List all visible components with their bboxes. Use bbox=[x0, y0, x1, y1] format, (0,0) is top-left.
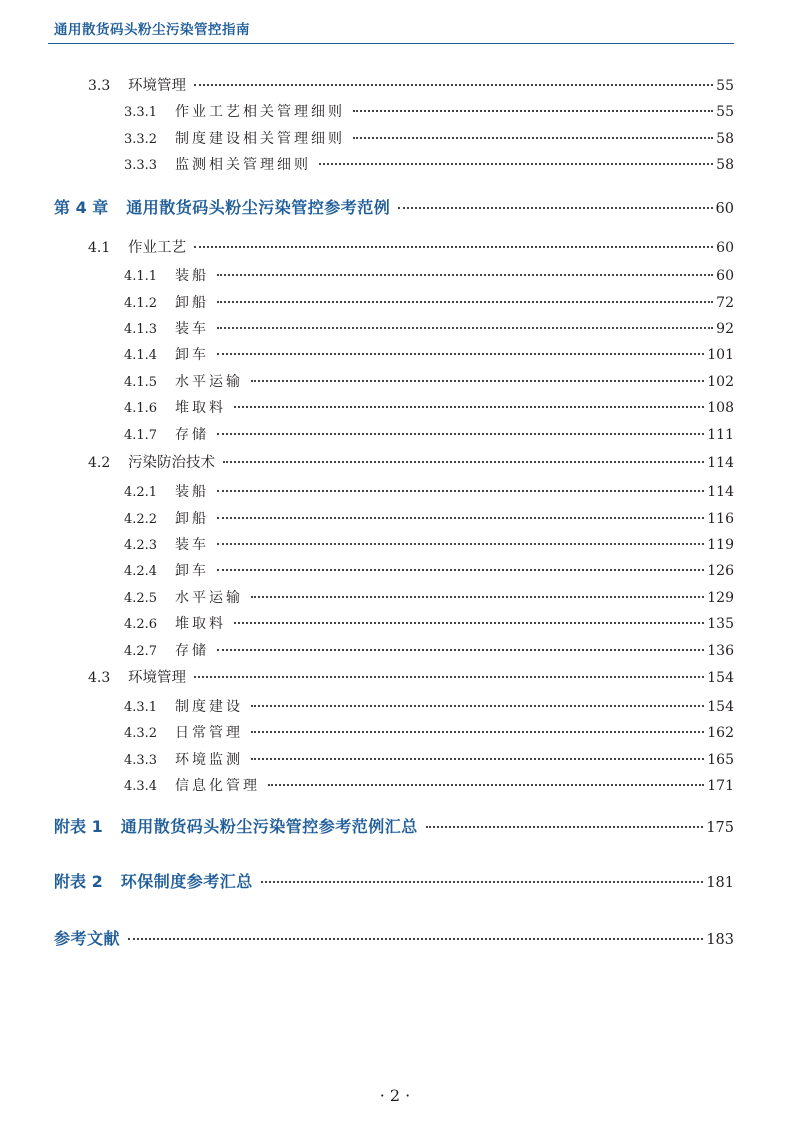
toc-entry-number: 4.2.4 bbox=[124, 564, 158, 579]
toc-entry-page: 119 bbox=[707, 537, 734, 553]
toc-dot-leader bbox=[217, 432, 704, 435]
toc-entry-number: 4.2.1 bbox=[124, 485, 158, 500]
toc-subsection-entry[interactable] bbox=[124, 344, 734, 364]
toc-section-entry[interactable] bbox=[88, 451, 734, 472]
toc-dot-leader bbox=[217, 542, 704, 545]
toc-subsection-entry[interactable] bbox=[124, 397, 734, 417]
toc-entry-page: 111 bbox=[707, 427, 734, 443]
toc-dot-leader bbox=[251, 595, 704, 598]
page-number: · 2 · bbox=[379, 1086, 411, 1105]
toc-entry-page: 162 bbox=[707, 725, 734, 741]
toc-dot-leader bbox=[426, 825, 704, 828]
toc-dot-leader bbox=[398, 206, 712, 209]
toc-entry-title: 存储 bbox=[175, 427, 209, 443]
toc-subsection-entry[interactable] bbox=[124, 696, 734, 716]
toc-subsection-entry[interactable] bbox=[124, 101, 734, 121]
toc-entry-title: 堆取料 bbox=[175, 616, 226, 632]
toc-entry-number: 3.3 bbox=[88, 78, 111, 94]
toc-entry-number: 4.3.2 bbox=[124, 726, 158, 741]
toc-entry-page: 55 bbox=[716, 78, 734, 94]
toc-entry-title: 装车 bbox=[175, 321, 209, 337]
toc-subsection-entry[interactable] bbox=[124, 128, 734, 148]
toc-entry-number: 4.2.5 bbox=[124, 591, 158, 606]
toc-entry-title: 存储 bbox=[175, 643, 209, 659]
toc-section-entry[interactable] bbox=[88, 74, 734, 95]
toc-entry-title: 通用散货码头粉尘污染管控参考范例 bbox=[126, 198, 391, 217]
toc-subsection-entry[interactable] bbox=[124, 560, 734, 580]
toc-entry-number: 4.1.6 bbox=[124, 401, 158, 416]
toc-subsection-entry[interactable] bbox=[124, 292, 734, 312]
toc-entry-number: 4.2.3 bbox=[124, 538, 158, 553]
toc-entry-title: 卸船 bbox=[175, 511, 209, 527]
toc-entry-number: 4.1.1 bbox=[124, 269, 158, 284]
toc-entry-title: 环境管理 bbox=[128, 78, 186, 94]
toc-subsection-entry[interactable] bbox=[124, 775, 734, 795]
toc-entry-page: 165 bbox=[707, 752, 734, 768]
toc-entry-number: 4.3.1 bbox=[124, 700, 158, 715]
toc-entry-title: 作业工艺相关管理细则 bbox=[175, 104, 345, 120]
toc-entry-page: 183 bbox=[706, 932, 734, 948]
toc-section-entry[interactable] bbox=[88, 666, 734, 687]
toc-entry-number: 第 4 章 bbox=[54, 198, 109, 217]
toc-entry-title: 参考文献 bbox=[54, 929, 121, 948]
toc-subsection-entry[interactable] bbox=[124, 318, 734, 338]
toc-subsection-entry[interactable] bbox=[124, 481, 734, 501]
toc-entry-title: 装船 bbox=[175, 268, 209, 284]
toc-subsection-entry[interactable] bbox=[124, 424, 734, 444]
toc-dot-leader bbox=[217, 516, 704, 519]
toc-chapter-entry[interactable] bbox=[54, 869, 734, 892]
toc-entry-number: 4.3.3 bbox=[124, 753, 158, 768]
toc-entry-page: 175 bbox=[706, 820, 734, 836]
header-rule bbox=[48, 43, 734, 44]
toc-entry-page: 60 bbox=[716, 268, 734, 284]
toc-dot-leader bbox=[353, 109, 713, 112]
toc-entry-title: 污染防治技术 bbox=[128, 455, 215, 471]
toc-entry-title: 通用散货码头粉尘污染管控参考范例汇总 bbox=[120, 817, 418, 836]
toc-entry-title: 信息化管理 bbox=[175, 778, 260, 794]
toc-entry-page: 58 bbox=[716, 131, 734, 147]
toc-entry-page: 135 bbox=[707, 616, 734, 632]
toc-subsection-entry[interactable] bbox=[124, 722, 734, 742]
toc-subsection-entry[interactable] bbox=[124, 371, 734, 391]
toc-dot-leader bbox=[353, 136, 713, 139]
toc-entry-number: 附表 1 bbox=[54, 817, 103, 836]
toc-entry-title: 水平运输 bbox=[175, 374, 243, 390]
toc-entry-title: 作业工艺 bbox=[128, 240, 186, 256]
toc-entry-number: 4.2.6 bbox=[124, 617, 158, 632]
toc-entry-page: 126 bbox=[707, 563, 734, 579]
toc-entry-page: 58 bbox=[716, 157, 734, 173]
toc-dot-leader bbox=[194, 245, 713, 248]
toc-subsection-entry[interactable] bbox=[124, 508, 734, 528]
toc-section-entry[interactable] bbox=[88, 236, 734, 257]
toc-entry-title: 环境监测 bbox=[175, 752, 243, 768]
toc-dot-leader bbox=[128, 937, 703, 940]
toc-entry-number: 4.3.4 bbox=[124, 779, 158, 794]
toc-entry-title: 装船 bbox=[175, 484, 209, 500]
toc-dot-leader bbox=[251, 704, 704, 707]
toc-chapter-entry[interactable] bbox=[54, 926, 734, 949]
toc-entry-page: 171 bbox=[707, 778, 734, 794]
toc-entry-page: 154 bbox=[707, 670, 734, 686]
toc-entry-number: 附表 2 bbox=[54, 872, 103, 891]
toc-subsection-entry[interactable] bbox=[124, 613, 734, 633]
toc-entry-number: 4.1.3 bbox=[124, 322, 158, 337]
toc-entry-title: 监测相关管理细则 bbox=[175, 157, 311, 173]
toc-subsection-entry[interactable] bbox=[124, 154, 734, 174]
toc-subsection-entry[interactable] bbox=[124, 749, 734, 769]
toc-subsection-entry[interactable] bbox=[124, 587, 734, 607]
toc-entry-page: 154 bbox=[707, 699, 734, 715]
toc-entry-page: 72 bbox=[716, 295, 734, 311]
toc-dot-leader bbox=[261, 880, 704, 883]
toc-entry-page: 136 bbox=[707, 643, 734, 659]
toc-subsection-entry[interactable] bbox=[124, 265, 734, 285]
toc-dot-leader bbox=[268, 783, 704, 786]
toc-entry-page: 60 bbox=[715, 201, 734, 217]
toc-entry-number: 3.3.2 bbox=[124, 132, 158, 147]
toc-entry-title: 日常管理 bbox=[175, 725, 243, 741]
toc-entry-title: 环保制度参考汇总 bbox=[120, 872, 253, 891]
toc-dot-leader bbox=[194, 83, 713, 86]
toc-entry-number: 4.2.7 bbox=[124, 644, 158, 659]
toc-entry-page: 101 bbox=[707, 347, 734, 363]
toc-entry-title: 堆取料 bbox=[175, 400, 226, 416]
toc-entry-page: 102 bbox=[707, 374, 734, 390]
toc-dot-leader bbox=[217, 489, 704, 492]
toc-entry-title: 卸车 bbox=[175, 347, 209, 363]
toc-entry-page: 55 bbox=[716, 104, 734, 120]
toc-entry-number: 4.1.2 bbox=[124, 296, 158, 311]
running-header: 通用散货码头粉尘污染管控指南 bbox=[54, 22, 250, 38]
toc-entry-number: 3.3.3 bbox=[124, 158, 158, 173]
toc-dot-leader bbox=[217, 352, 704, 355]
toc-dot-leader bbox=[251, 757, 704, 760]
toc-dot-leader bbox=[251, 730, 704, 733]
toc-entry-page: 181 bbox=[706, 875, 734, 891]
toc-entry-page: 116 bbox=[707, 511, 734, 527]
toc-dot-leader bbox=[217, 648, 704, 651]
toc-dot-leader bbox=[194, 675, 704, 678]
toc-dot-leader bbox=[251, 379, 704, 382]
toc-entry-title: 制度建设 bbox=[175, 699, 243, 715]
toc-dot-leader bbox=[217, 568, 704, 571]
toc-dot-leader bbox=[234, 405, 704, 408]
toc-entry-title: 卸船 bbox=[175, 295, 209, 311]
toc-chapter-entry[interactable] bbox=[54, 195, 734, 218]
toc-subsection-entry[interactable] bbox=[124, 534, 734, 554]
toc-entry-number: 3.3.1 bbox=[124, 105, 158, 120]
toc-entry-title: 制度建设相关管理细则 bbox=[175, 131, 345, 147]
toc-dot-leader bbox=[319, 162, 713, 165]
toc-entry-page: 60 bbox=[716, 240, 734, 256]
toc-chapter-entry[interactable] bbox=[54, 814, 734, 837]
toc-entry-title: 装车 bbox=[175, 537, 209, 553]
toc-entry-number: 4.1.5 bbox=[124, 375, 158, 390]
toc-entry-title: 水平运输 bbox=[175, 590, 243, 606]
toc-entry-number: 4.1.7 bbox=[124, 428, 158, 443]
toc-subsection-entry[interactable] bbox=[124, 640, 734, 660]
toc-dot-leader bbox=[217, 300, 713, 303]
toc-dot-leader bbox=[217, 273, 713, 276]
toc-entry-page: 108 bbox=[707, 400, 734, 416]
toc-dot-leader bbox=[234, 621, 704, 624]
toc-entry-page: 114 bbox=[707, 484, 734, 500]
toc-entry-number: 4.2.2 bbox=[124, 512, 158, 527]
toc-dot-leader bbox=[223, 460, 704, 463]
toc-entry-number: 4.1 bbox=[88, 240, 111, 256]
toc-entry-page: 92 bbox=[716, 321, 734, 337]
toc-entry-page: 129 bbox=[707, 590, 734, 606]
toc-entry-number: 4.1.4 bbox=[124, 348, 158, 363]
toc-dot-leader bbox=[217, 326, 713, 329]
toc-entry-number: 4.3 bbox=[88, 670, 111, 686]
toc-entry-number: 4.2 bbox=[88, 455, 111, 471]
toc-entry-title: 环境管理 bbox=[128, 670, 186, 686]
toc-entry-title: 卸车 bbox=[175, 563, 209, 579]
toc-entry-page: 114 bbox=[707, 455, 734, 471]
